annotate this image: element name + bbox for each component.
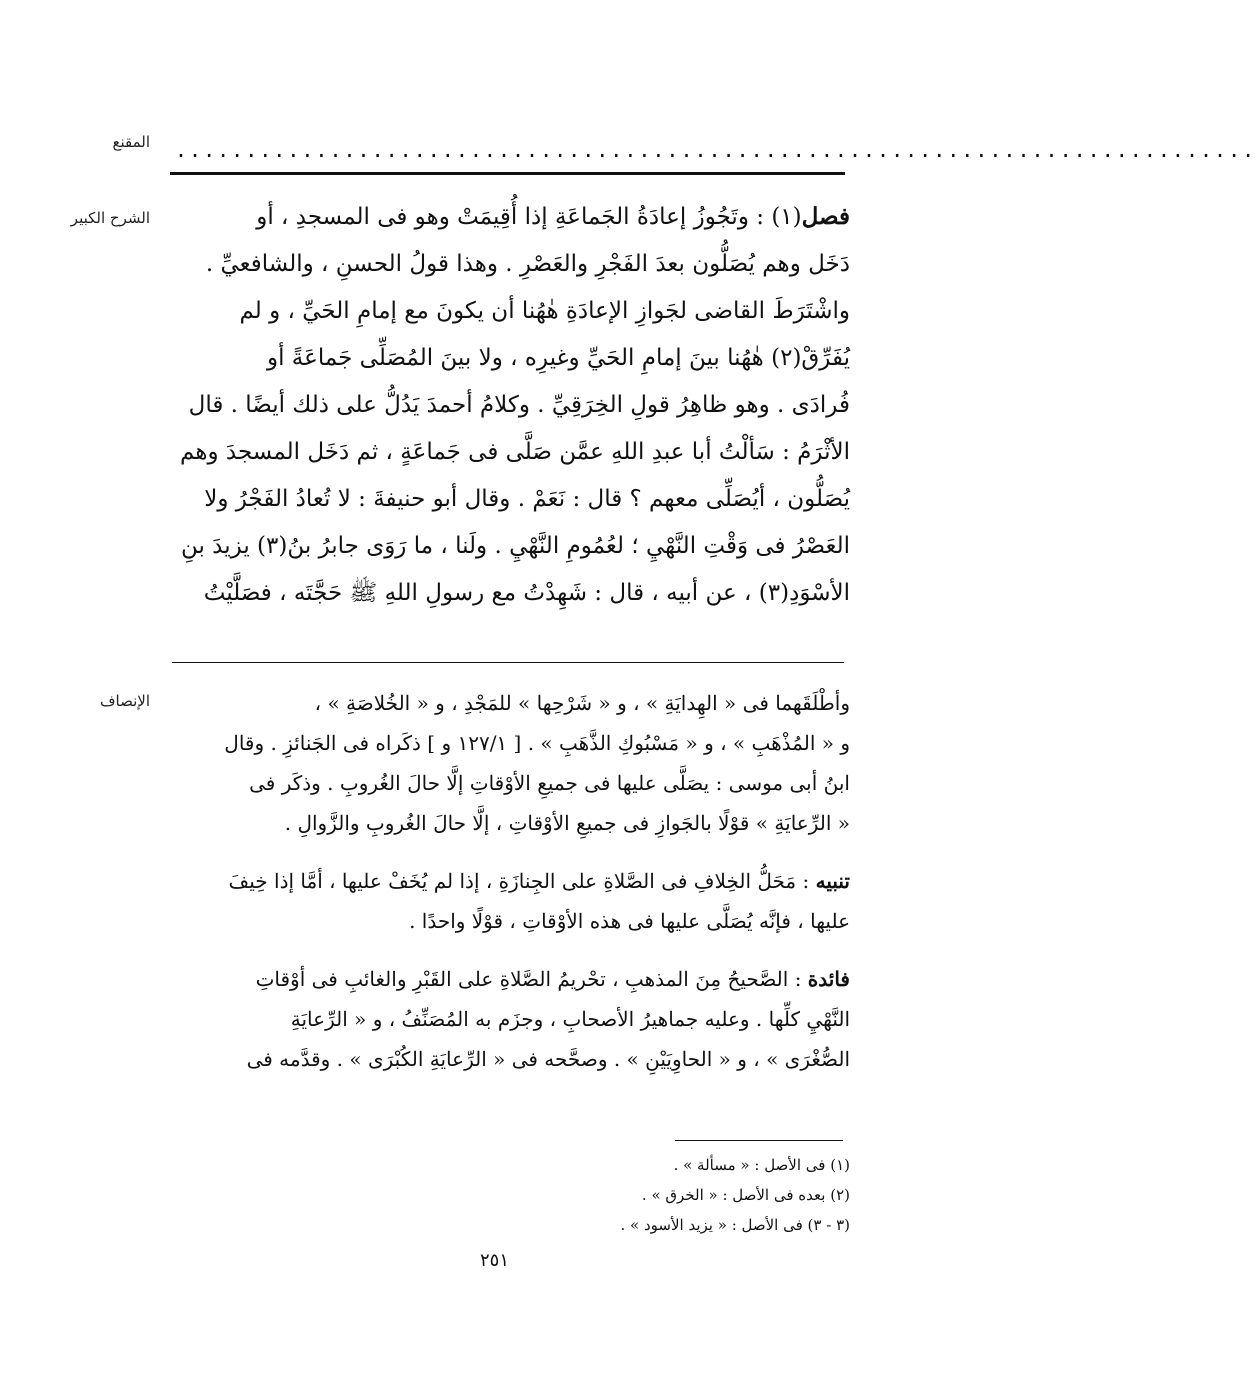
insaf-line-2: و « المُذْهَبِ » ، و « مَسْبُوكِ الذَّهَبِ » . [ ١٢٧/١ و ] ذكَراه فى الجَنائزِ . وقال — [224, 731, 850, 755]
footnote-3: (٣ - ٣) فى الأصل : « يزيد الأسود » . — [620, 1216, 850, 1234]
commentary-line-1: فصل(١) : وتَجُوزُ إعادَةُ الجَماعَةِ إذا أُقِيمَتْ وهو فى المسجدِ ، أو — [256, 203, 850, 230]
running-title: المقنع — [112, 133, 150, 151]
commentary-line-9: الأسْوَدِ(٣) ، عن أبيه ، قال : شَهِدْتُ مع رسولِ اللهِ ﷺ حَجَّتَه ، فصَلَّيْتُ — [203, 580, 850, 606]
faida-line-1: فائدة : الصَّحيحُ مِنَ المذهبِ ، تحْريمُ الصَّلاةِ على القَبْرِ والغائبِ فى أوْقاتِ — [255, 967, 850, 991]
commentary-line-5: فُرادَى . وهو ظاهِرُ قولِ الخِرَقِيِّ . وكلامُ أحمدَ يَدُلُّ على ذلك أيضًا . قال — [188, 392, 850, 418]
insaf-line-1: وأطْلَقَهما فى « الهِدايَةِ » ، و « شَرْحِها » للمَجْدِ ، و « الخُلاصَةِ » ، — [314, 691, 850, 715]
faida-head: فائدة — [807, 967, 850, 991]
faida-line-3: الصُّغْرَى » ، و « الحاوِيَيْنِ » . وصحَّحه فى « الرِّعايَةِ الكُبْرَى » . وقدَّمه فى — [246, 1047, 850, 1071]
commentary-line-6: الأثْرَمُ : سَألْتُ أبا عبدِ اللهِ عمَّن صَلَّى فى جَماعَةٍ ، ثم دَخَل المسجدَ وهم — [180, 439, 850, 465]
commentary-body — [160, 193, 850, 617]
footnote-1: (١) فى الأصل : « مسألة » . — [673, 1156, 850, 1174]
section-separator — [172, 662, 844, 663]
commentary-line-3: واشْتَرَطَ القاضى لجَوازِ الإعادَةِ هٰهُنا أن يكونَ مع إمامِ الحَيِّ ، و لم — [239, 298, 850, 324]
insaf-line-3: ابنُ أبى موسى : يصَلَّى عليها فى جميعِ الأوْقاتِ إلَّا حالَ الغُروبِ . وذكَر فى — [249, 771, 850, 795]
insaf-body — [160, 683, 850, 1079]
commentary-line-2: دَخَل وهم يُصَلُّون بعدَ الفَجْرِ والعَصْرِ . وهذا قولُ الحسنِ ، والشافعيِّ . — [205, 251, 850, 277]
footnotes — [160, 1150, 850, 1240]
footnote-rule — [675, 1140, 843, 1141]
insaf-line-4: « الرِّعايَةِ » قوْلًا بالجَوازِ فى جميعِ الأوْقاتِ ، إلَّا حالَ الغُروبِ والزَّوالِ . — [284, 811, 850, 835]
commentary-line-4: يُفَرِّقْ(٢) هٰهُنا بينَ إمامِ الحَيِّ وغيرِه ، ولا بينَ المُصَلِّى جَماعَةً أو — [266, 345, 850, 371]
header-dotted-line: ............................................................................. — [175, 138, 1256, 162]
footnote-2: (٢) بعده فى الأصل : « الخرق » . — [641, 1186, 850, 1204]
commentary-line-7: يُصَلُّون ، أيُصَلِّى معهم ؟ قال : نَعَمْ . وقال أبو حنيفةَ : لا تُعادُ الفَجْرُ ولا — [204, 486, 850, 512]
commentary-line-8: العَصْرُ فى وَقْتِ النَّهْيِ ؛ لعُمُومِ النَّهْيِ . ولَنا ، ما رَوَى جابرُ بنُ(٣) يزيدَ بنِ — [180, 533, 850, 559]
commentary-label: الشرح الكبير — [70, 209, 150, 227]
tanbih-line-1: تنبيه : مَحَلُّ الخِلافِ فى الصَّلاةِ على الجِنازَةِ ، إذا لم يُخَفْ عليها ، أمَّا إذا خِيفَ — [228, 869, 850, 893]
insaf-label: الإنصاف — [99, 692, 150, 710]
faida-line-2: النَّهْيِ كلِّها . وعليه جماهيرُ الأصحابِ ، وجزَم به المُصَنِّفُ ، و « الرِّعايَةِ — [290, 1007, 850, 1031]
header-rule — [170, 172, 845, 175]
tanbih-line-2: عليها ، فإنَّه يُصَلَّى عليها فى هذه الأوْقاتِ ، قوْلًا واحدًا . — [409, 909, 850, 933]
page-number: ٢٥١ — [479, 1250, 509, 1271]
tanbih-head: تنبيه — [815, 869, 850, 893]
section-head-word: فصل — [801, 203, 850, 230]
